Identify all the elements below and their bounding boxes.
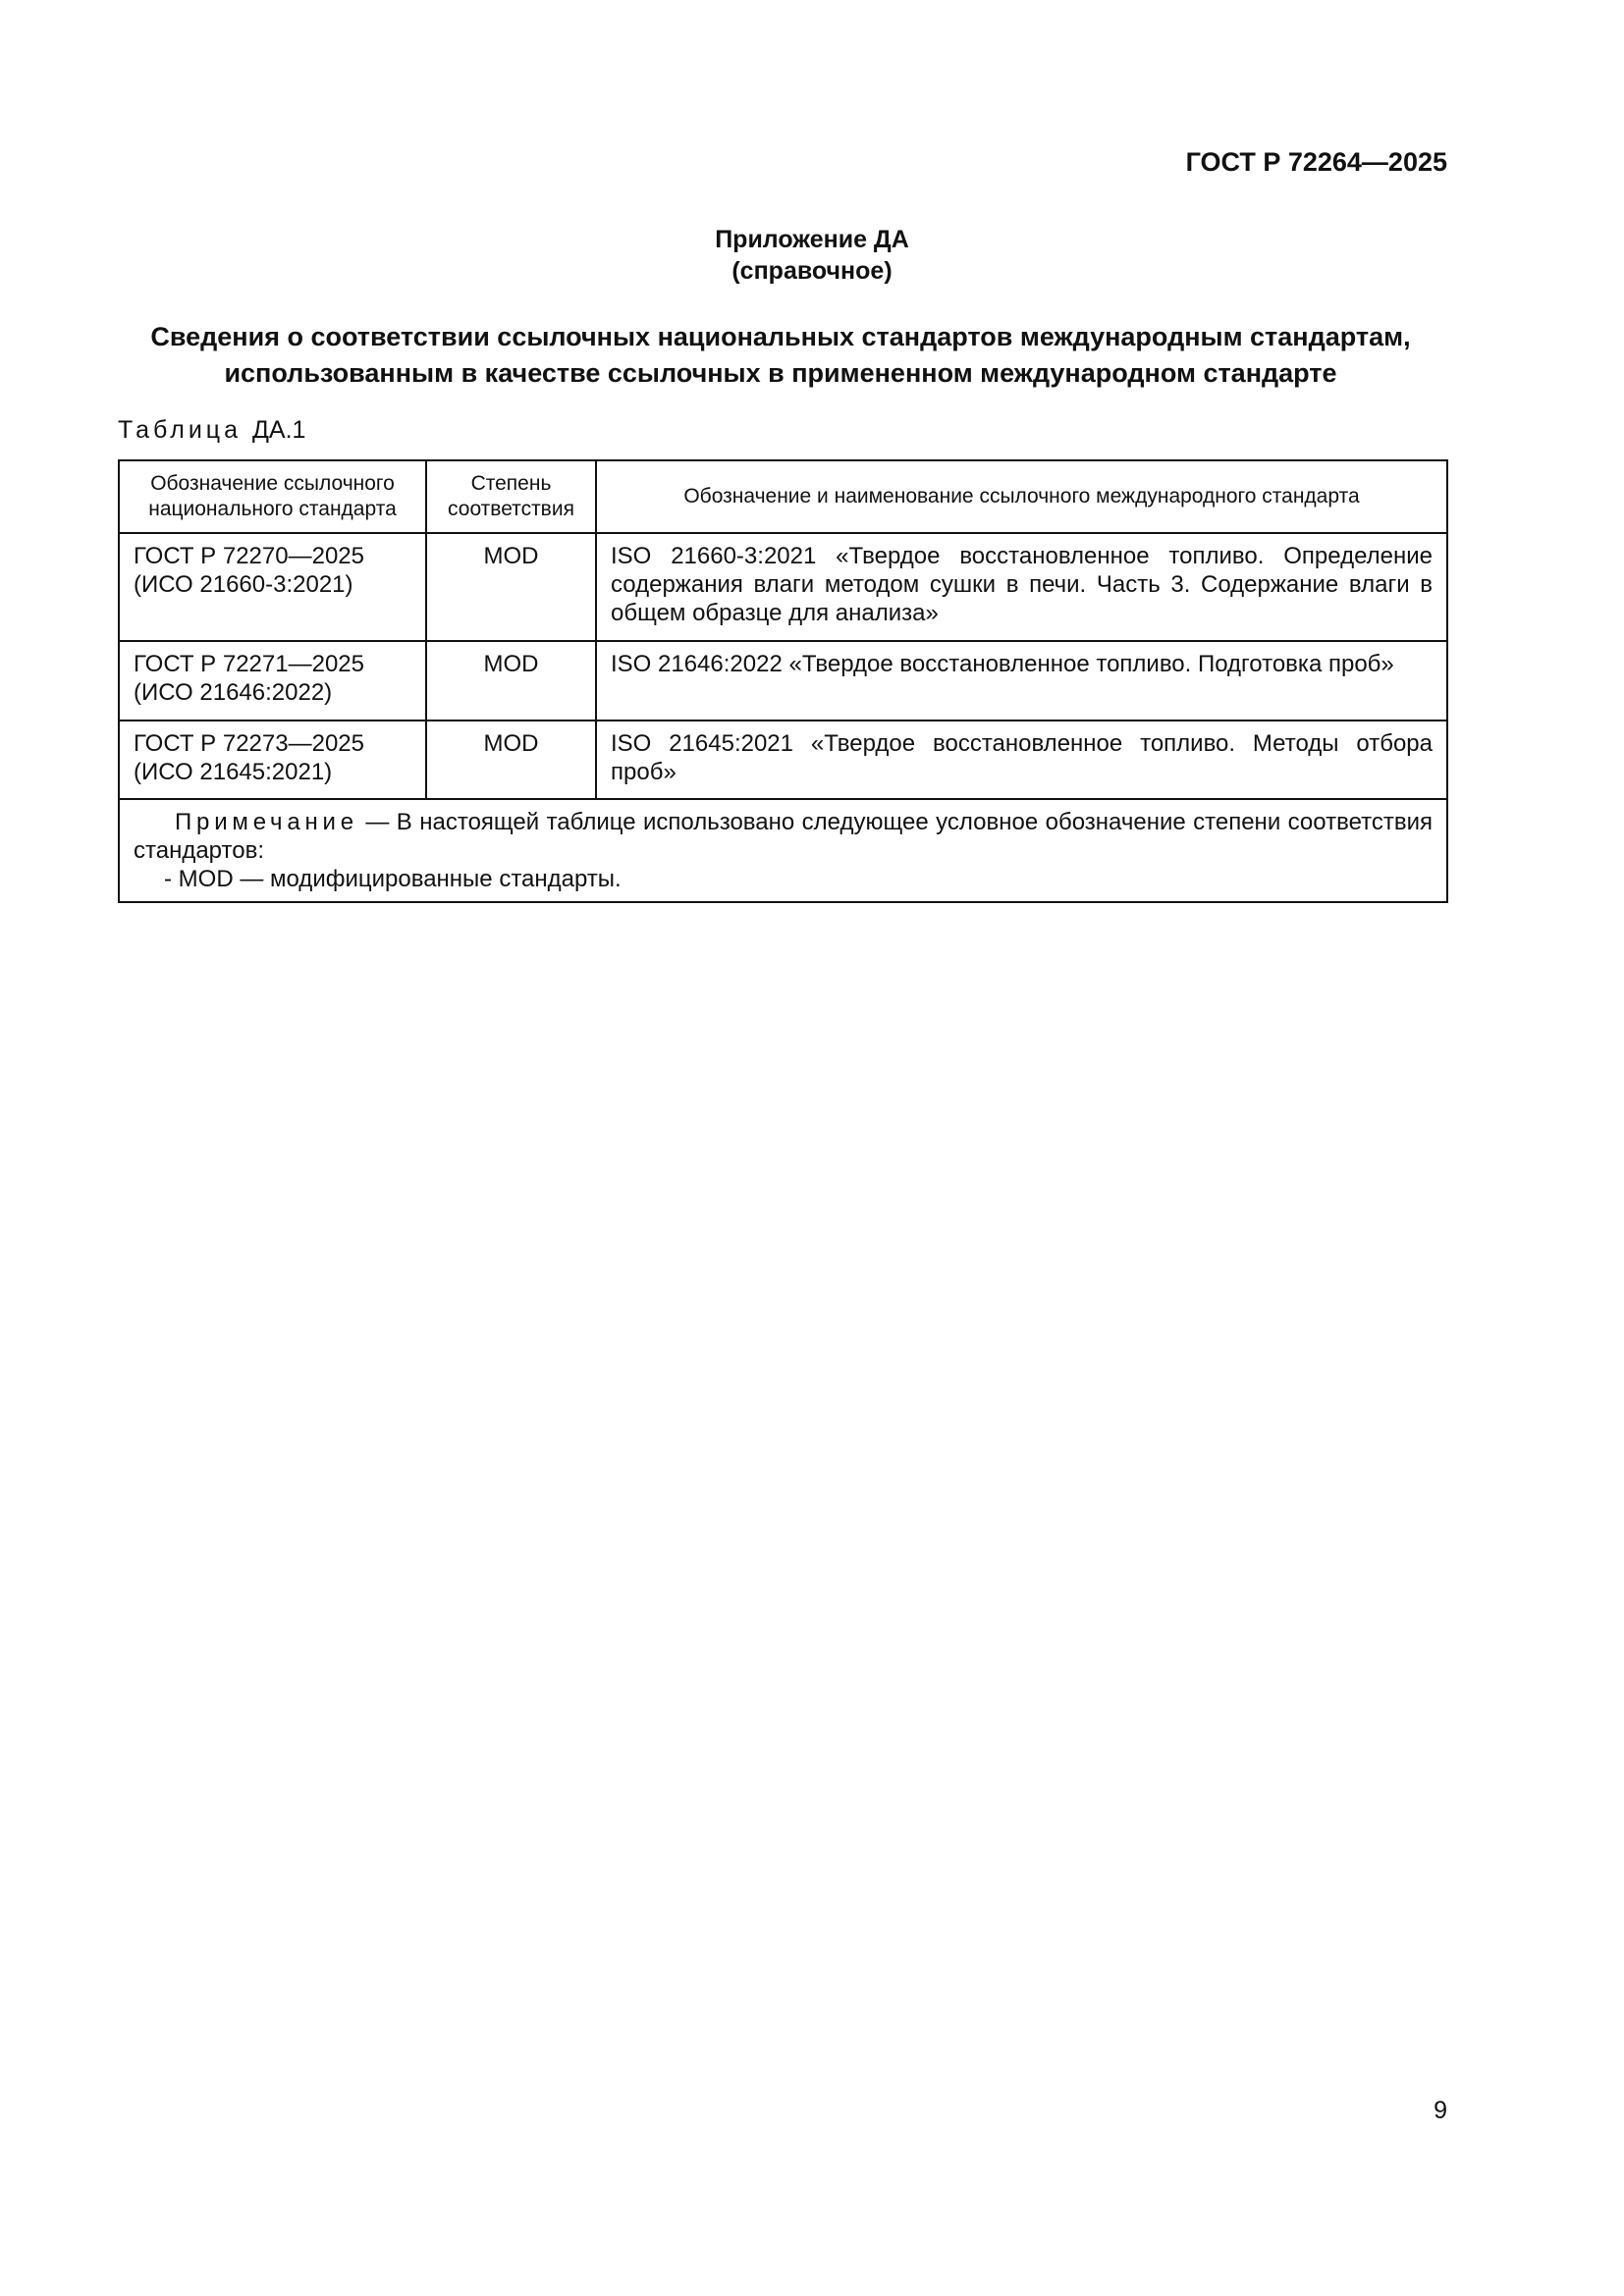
table-note: [119, 799, 1447, 902]
international-standard-cell: ISO 21646:2022 «Твердое восстановленное топливо. Подготовка проб»: [596, 641, 1447, 721]
section-title-line-2: использованным в качестве ссылочных в примененном международном стандарте: [224, 358, 1337, 388]
international-standard-cell: ISO 21660-3:2021 «Твердое восстановленное топливо. Определение содержания влаги методом сушки в печи. Часть 3. Содержание влаги в общем образце для анализа»: [596, 533, 1447, 641]
table-caption: [118, 416, 305, 445]
degree-cell: MOD: [426, 641, 596, 721]
column-header-degree: Степень соответствия: [426, 460, 596, 533]
document-code: ГОСТ Р 72264—2025: [1185, 147, 1447, 177]
table-note-row: [119, 799, 1447, 902]
national-standard-cell: ГОСТ Р 72271—2025 (ИСО 21646:2022): [119, 641, 426, 721]
appendix-title: Приложение ДА: [715, 226, 909, 253]
page-number: 9: [1434, 2097, 1447, 2124]
appendix-heading: [0, 224, 1624, 287]
section-title-line-1: Сведения о соответствии ссылочных национальных стандартов международным стандартам,: [150, 322, 1411, 351]
table-row: [119, 533, 1447, 641]
note-text: — В настоящей таблице использовано следующее условное обозначение степени соответствия стандартов:: [134, 809, 1433, 864]
degree-cell: MOD: [426, 533, 596, 641]
column-header-national: Обозначение ссылочного национального стандарта: [119, 460, 426, 533]
national-standard-cell: ГОСТ Р 72270—2025 (ИСО 21660-3:2021): [119, 533, 426, 641]
table-caption-word: Таблица: [118, 416, 243, 444]
note-list-item: - MOD — модифицированные стандарты.: [164, 866, 622, 892]
appendix-type: (справочное): [731, 257, 893, 285]
national-standard-cell: ГОСТ Р 72273—2025 (ИСО 21645:2021): [119, 721, 426, 799]
international-standard-cell: ISO 21645:2021 «Твердое восстановленное топливо. Методы отбора проб»: [596, 721, 1447, 799]
table-row: [119, 721, 1447, 799]
table-caption-number: ДА.1: [251, 416, 306, 444]
note-paragraph: [134, 808, 1433, 865]
table-row: [119, 641, 1447, 721]
table-header-row: [119, 460, 1447, 533]
section-title: [118, 319, 1443, 392]
note-label: Примечание: [175, 809, 358, 835]
reference-standards-table: [118, 459, 1448, 903]
degree-cell: MOD: [426, 721, 596, 799]
column-header-international: Обозначение и наименование ссылочного международного стандарта: [596, 460, 1447, 533]
